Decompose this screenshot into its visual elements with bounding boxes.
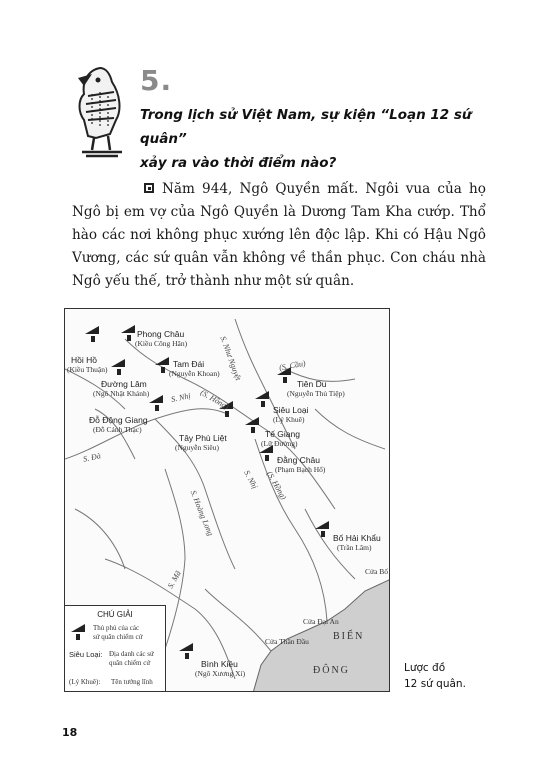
lord-tran-lam: (Trần Lãm) <box>337 543 372 552</box>
legend-item2-line2: quân chiếm cứ <box>109 659 151 667</box>
fort-legend-icon <box>69 624 87 640</box>
place-sieu-loai: Siêu Loại <box>273 405 309 415</box>
river-hoang-long: S. Hoàng Long <box>188 489 216 538</box>
place-bo-hai-khau: Bố Hải Khẩu <box>333 533 381 543</box>
legend-title: CHÚ GIẢI <box>97 610 133 619</box>
legend-item1-line1: Thủ phủ của các <box>93 624 140 632</box>
place-phong-chau: Phong Châu <box>137 329 185 339</box>
place-te-giang: Tế Giang <box>265 429 300 439</box>
place-tay-phu-liet: Tây Phù Liệt <box>179 433 227 443</box>
page-number: 18 <box>62 726 78 739</box>
lord-kieu-cong-han: (Kiều Công Hãn) <box>135 339 188 348</box>
map-caption: Lược đồ 12 sứ quân. <box>404 662 466 690</box>
river-nhi-2: S. Nhị <box>242 468 260 491</box>
river-da: S. Đà <box>82 451 102 464</box>
lord-ngo-nhat-khanh: (Ngô Nhật Khánh) <box>93 389 150 398</box>
sea-label-dong: ĐÔNG <box>313 665 350 676</box>
river-cau: (S. Cầu) <box>278 358 307 373</box>
place-tien-du: Tiên Du <box>297 379 327 389</box>
coast-cua-bo: Cửa Bố <box>365 567 389 576</box>
river-nhu-nguyet: S. Như Nguyệt <box>218 335 243 382</box>
river-nhi: S. Nhị <box>170 391 192 404</box>
lord-ngo-xuong-xi: (Ngô Xương Xí) <box>195 669 246 678</box>
lord-nguyen-sieu: (Nguyễn Siêu) <box>175 443 219 452</box>
place-tam-dai: Tam Đái <box>173 359 205 369</box>
lord-nguyen-khoan: (Nguyễn Khoan) <box>169 369 220 378</box>
lord-pham-bach-ho: (Phạm Bạch Hổ) <box>275 465 326 474</box>
square-bullet-icon <box>144 183 154 193</box>
place-do-dong-giang: Đỗ Động Giang <box>89 415 148 425</box>
lord-do-canh-thac: (Đỗ Cảnh Thạc) <box>93 425 142 434</box>
answer-paragraph <box>72 178 486 293</box>
place-hoi-ho: Hồi Hồ <box>71 355 97 365</box>
lord-kieu-thuan: (Kiều Thuận) <box>67 365 108 374</box>
place-duong-lam: Đường Lâm <box>101 379 147 389</box>
lord-nguyen-thu-tiep: (Nguyễn Thủ Tiệp) <box>287 389 345 398</box>
legend-item2-line1: Địa danh các sứ <box>109 650 154 658</box>
place-binh-kieu: Bình Kiều <box>201 659 238 669</box>
legend-item3-key: (Lý Khuê): <box>69 678 101 686</box>
coast-cua-dai-an: Cửa Đại An <box>303 617 339 626</box>
lord-ly-khue: (Lý Khuê) <box>273 415 305 424</box>
legend-item1-line2: sứ quân chiếm cứ <box>93 633 143 641</box>
map-12-su-quan <box>64 308 390 692</box>
river-hong-2: (S. Hồng) <box>264 469 289 502</box>
river-ma: S. Mã <box>165 569 183 590</box>
lord-lu-duong: (Lữ Đường) <box>261 439 298 448</box>
answer-text: Năm 944, Ngô Quyền mất. Ngôi vua của họ Ngô bị em vợ của Ngô Quyền là Dương Tam Kha cướp. Thổ hào các nơi không phục xướng lên độc lập. Khi có Hậu Ngô Vương, các sứ quân vẫn không về thần phục. Con cháu nhà Ngô yếu thế, trở thành như một sứ quân. <box>72 181 486 289</box>
question-number: 5. <box>140 64 173 97</box>
sea-label-bien: BIỂN <box>333 631 365 642</box>
river-hong-1: (S. Hồng) <box>198 387 231 412</box>
legend-item3-text: Tên tướng lĩnh <box>111 678 153 686</box>
coast-cua-than-dau: Cửa Thần Đầu <box>265 637 309 646</box>
map-legend <box>65 605 166 692</box>
legend-item2-key: Siêu Loại: <box>69 650 103 659</box>
question-text: Trong lịch sử Việt Nam, sự kiện “Loạn 12 sứ quân” xảy ra vào thời điểm nào? <box>140 107 472 171</box>
place-dang-chau: Đằng Châu <box>277 455 321 465</box>
bird-emblem-icon <box>70 64 132 160</box>
